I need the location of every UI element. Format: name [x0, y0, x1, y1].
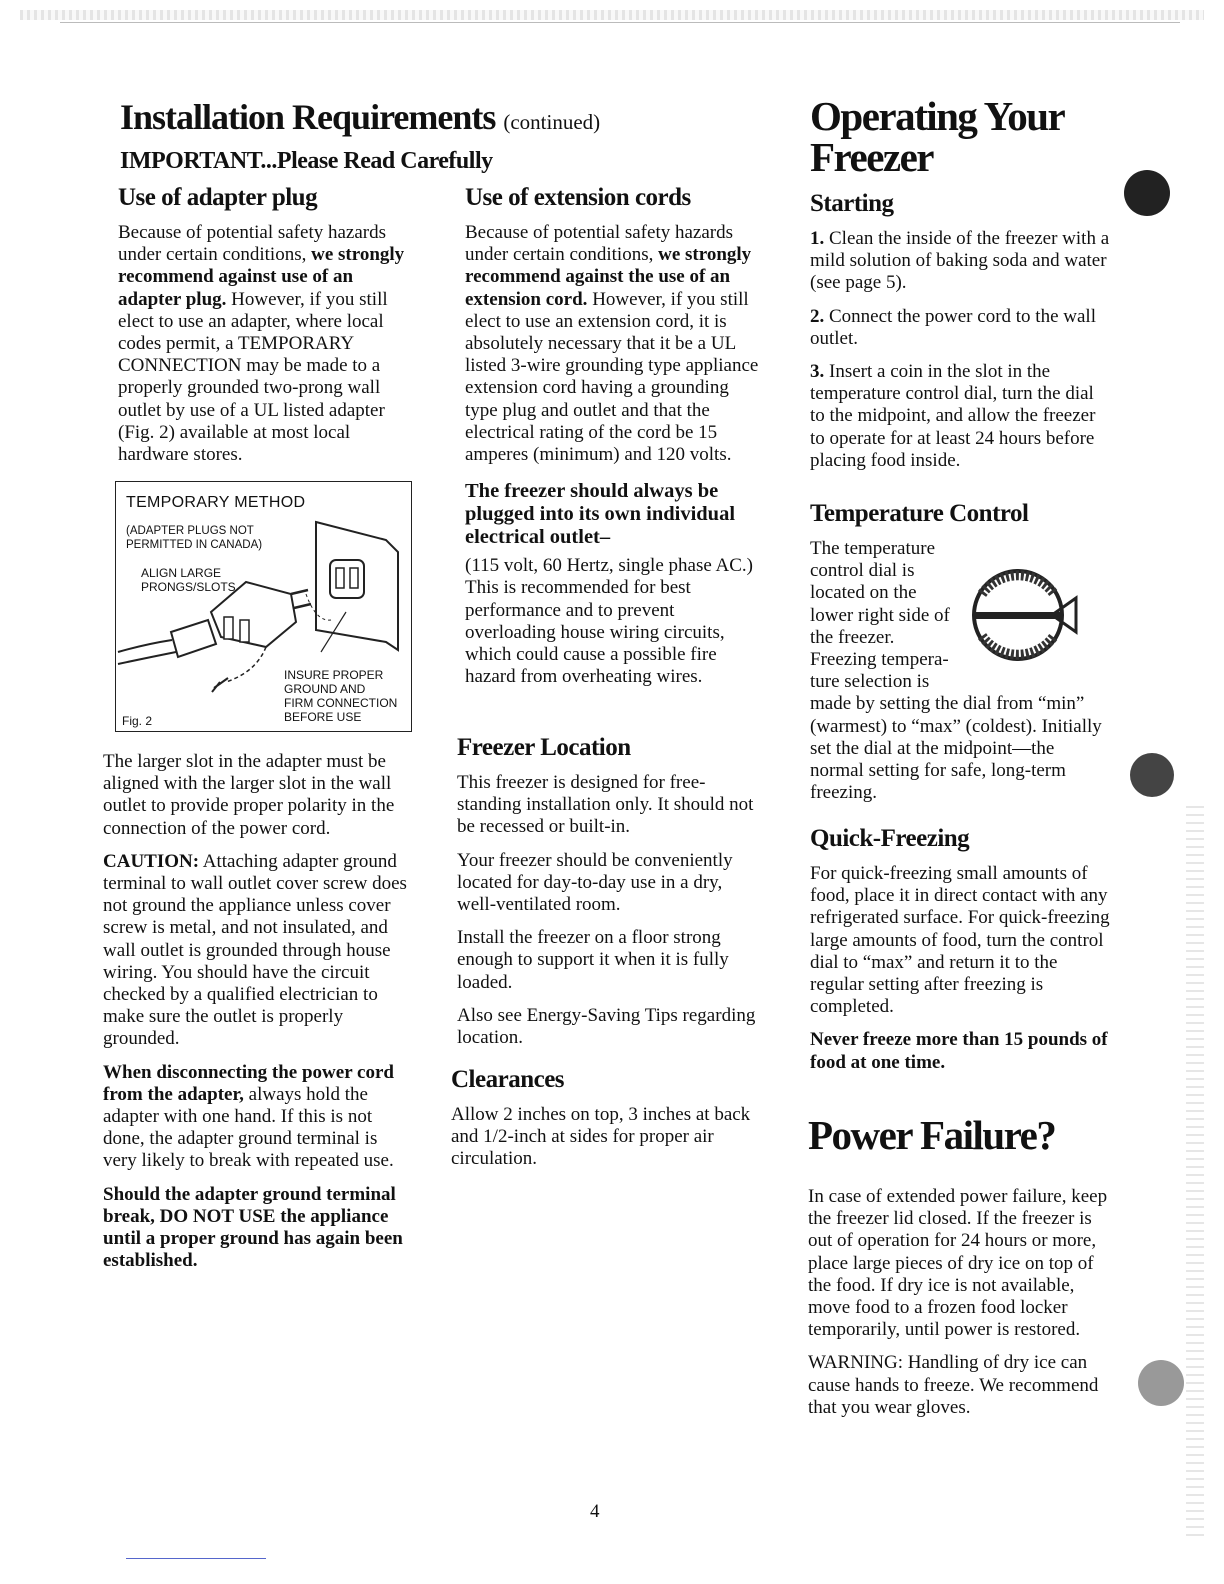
fig-insure-label: INSURE PROPER GROUND AND FIRM CONNECTION BEFORE USE: [284, 668, 398, 724]
ground-warning-paragraph: Should the adapter ground terminal break, DO NOT USE the appliance until a proper ground has again been established.: [103, 1183, 403, 1272]
adapter-section-top: [118, 184, 418, 477]
temp-line-7: ture selection is: [810, 671, 930, 693]
power-failure-section: [808, 1112, 1113, 1430]
location-paragraph-2: Your freezer should be conveniently located for day-to-day use in a dry, well-ventilated room.: [457, 849, 733, 916]
scan-artifact-edge: [1186, 800, 1204, 1540]
fig-canada-note: (ADAPTER PLUGS NOT PERMITTED IN CANADA): [126, 525, 263, 551]
temp-line-3: located on the: [810, 582, 917, 604]
temp-line-4: lower right side of: [810, 604, 950, 626]
temp-line-5: the freezer.: [810, 626, 895, 648]
binder-hole-mark-3: [1138, 1360, 1184, 1406]
fig-number-label: Fig. 2: [122, 714, 153, 728]
scan-artifact-line: [60, 22, 1180, 23]
adapter-heading: Use of adapter plug: [118, 184, 318, 211]
temperature-control-heading: Temperature Control: [810, 500, 1029, 527]
temp-line-2: control dial is: [810, 560, 915, 582]
clearances-section: [451, 1066, 756, 1182]
adapter-plug-illustration: [116, 482, 409, 729]
installation-title: Installation Requirements (continued): [120, 97, 601, 137]
extension-heading: Use of extension cords: [465, 184, 691, 211]
step-2: 2. Connect the power cord to the wall outlet.: [810, 305, 1096, 349]
operating-title-line-1: Operating Your: [810, 93, 1065, 139]
operating-title-line-2: Freezer: [810, 134, 933, 180]
warning-paragraph: WARNING: Handling of dry ice can cause hands to freeze. We recommend that you wear gloves.: [808, 1352, 1099, 1418]
quick-freezing-section: [810, 825, 1110, 1085]
scan-artifact-bottom-line: [126, 1558, 266, 1559]
operating-section: [810, 93, 1110, 483]
location-section: [457, 734, 762, 1060]
temp-line-1: The temperature: [810, 538, 936, 559]
power-failure-paragraph: In case of extended power failure, keep the freezer lid closed. If the freezer is out of operation for 24 hours or more, place large pieces of dry ice on top of the food. If dry ice is not available, move food to a frozen food locker temporarily, until power is restored.: [808, 1186, 1108, 1341]
extension-paragraph: Because of potential safety hazards under certain conditions, we strongly recommend against the use of an extension cord. However, if you still elect to use an extension cord, it is absolutely necessary that it be a UL listed 3-wire grounding type appliance extension cord having a grounding type plug and outlet and that the electrical rating of the cord be 15 amperes (minimum) and 120 volts.: [465, 222, 759, 466]
location-paragraph-3: Install the freezer on a floor strong enough to support it when it is fully loaded.: [457, 927, 729, 993]
caution-label: CAUTION:: [103, 850, 200, 872]
clearances-paragraph: Allow 2 inches on top, 3 inches at back and 1/2-inch at sides for proper air circulation.: [451, 1104, 751, 1170]
binder-hole-mark-1: [1124, 170, 1170, 216]
temp-line-6: Freezing tempera-: [810, 649, 949, 671]
polarity-paragraph: The larger slot in the adapter must be aligned with the larger slot in the wall outlet to provide proper polarity in the connection of the power cord.: [103, 751, 395, 839]
fig-method-label: TEMPORARY METHOD: [126, 494, 306, 511]
temp-paragraph: made by setting the dial from “min” (warmest) to “max” (coldest). Initially set the dial at the midpoint—the normal setting for safe, long-term freezing.: [810, 693, 1102, 804]
quick-freezing-paragraph: For quick-freezing small amounts of food, place it in direct contact with any refrigerated surface. For quick-freezing large amounts of food, turn the control dial to “max” and return it to the regular setting after freezing is completed.: [810, 863, 1110, 1018]
location-heading: Freezer Location: [457, 734, 631, 761]
location-paragraph-1: This freezer is designed for free-standing installation only. It should not be recessed or built-in.: [457, 772, 754, 838]
binder-hole-mark-2: [1130, 753, 1174, 797]
own-outlet-heading: The freezer should always be plugged into its own individual electrical outlet–: [465, 480, 736, 549]
warning-label: WARNING:: [808, 1352, 903, 1374]
figure-2-adapter-diagram: [115, 481, 412, 732]
caution-paragraph: CAUTION: Attaching adapter ground terminal to wall outlet cover screw does not ground the appliance unless cover screw is metal, and not insulated, and wall outlet is grounded through house wiring. You should have the circuit checked by a qualified electrician to make sure the outlet is properly grounded.: [103, 850, 407, 1050]
quick-freezing-heading: Quick-Freezing: [810, 825, 970, 852]
step-3: 3. Insert a coin in the slot in the temperature control dial, turn the dial to the midpoint, and allow the freezer to operate for at least 24 hours before placing food inside.: [810, 361, 1096, 471]
outlet-paragraph: (115 volt, 60 Hertz, single phase AC.) This is recommended for best performance and to prevent overloading house wiring circuits, which could cause a possible fire hazard from overheating wires.: [465, 555, 753, 688]
installation-header: [120, 98, 780, 175]
never-freeze-note: Never freeze more than 15 pounds of food at one time.: [810, 1029, 1108, 1073]
step-1: 1. Clean the inside of the freezer with a mild solution of baking soda and water (see page 5).: [810, 228, 1110, 294]
starting-heading: Starting: [810, 190, 894, 217]
fig-align-label: ALIGN LARGE PRONGS/SLOTS: [141, 566, 236, 594]
clearances-heading: Clearances: [451, 1066, 565, 1093]
adapter-section-bottom: [103, 751, 413, 1283]
page-number: 4: [590, 1501, 600, 1522]
extension-section: [465, 184, 765, 699]
disconnect-paragraph: When disconnecting the power cord from the adapter, always hold the adapter with one hand. If this is not done, the adapter ground terminal is very likely to break with repeated use.: [103, 1061, 394, 1172]
location-paragraph-4: Also see Energy-Saving Tips regarding location.: [457, 1004, 756, 1049]
important-subtitle: IMPORTANT...Please Read Carefully: [120, 148, 493, 174]
power-failure-title: Power Failure?: [808, 1112, 1056, 1158]
adapter-paragraph: Because of potential safety hazards under certain conditions, we strongly recommend against use of an adapter plug. However, if you still elect to use an adapter, where local codes permit, a TEMPORARY CONNECTION may be made to a properly grounded two-prong wall outlet by use of a UL listed adapter (Fig. 2) available at most local hardware stores.: [118, 222, 405, 466]
temperature-dial-icon: [968, 560, 1078, 670]
scan-artifact-top: [20, 10, 1204, 20]
